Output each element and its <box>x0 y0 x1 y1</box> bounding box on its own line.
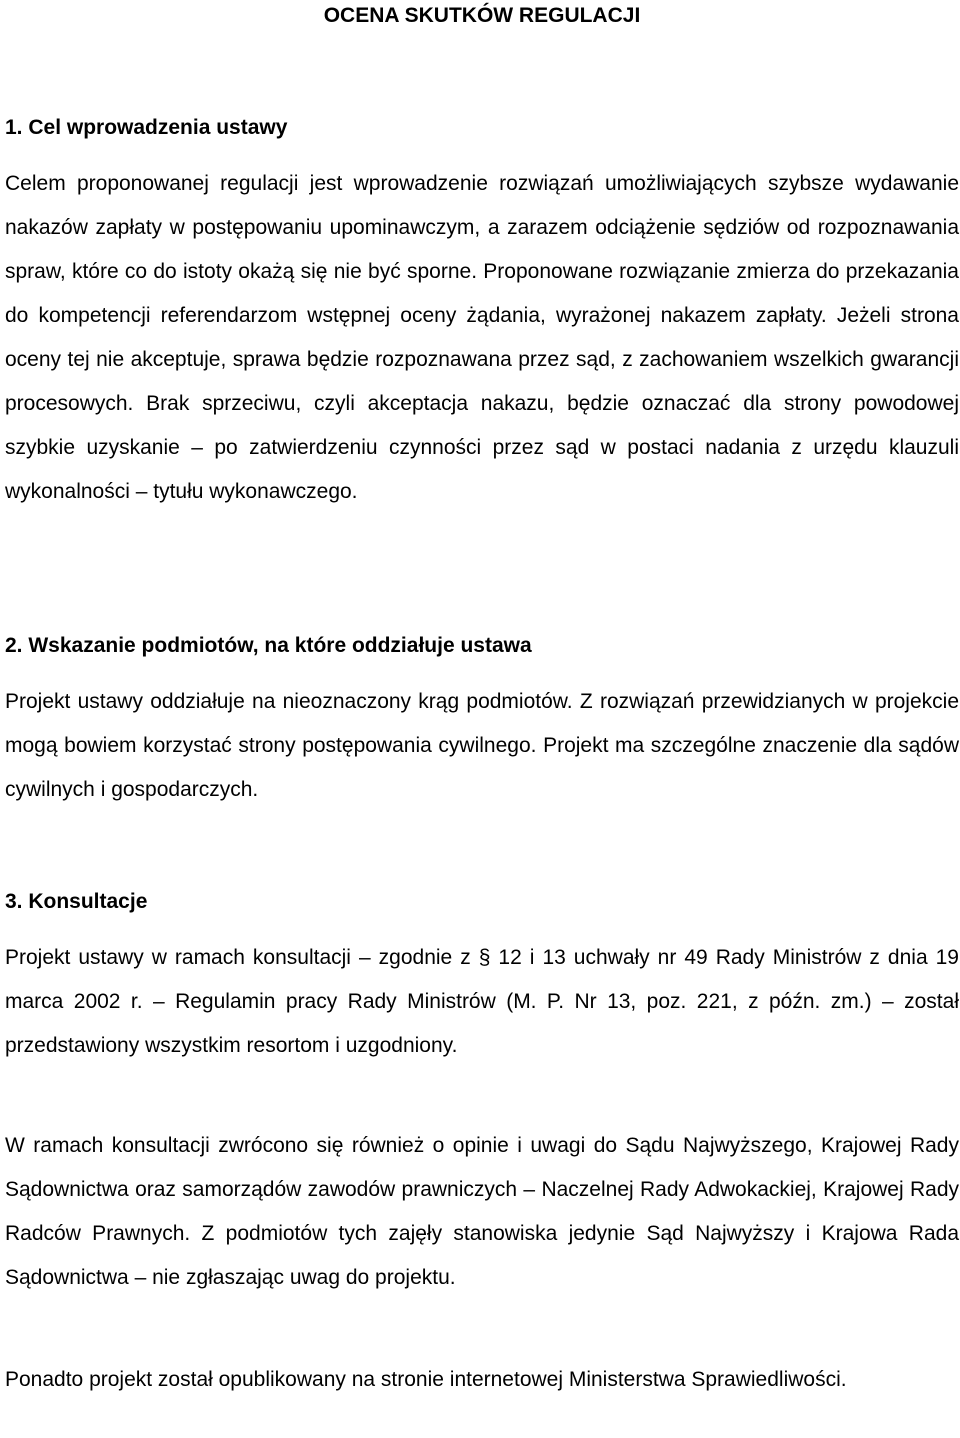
section-heading-consultations: 3. Konsultacje <box>5 890 148 913</box>
section-paragraph-affected-entities: Projekt ustawy oddziałuje na nieoznaczony krąg podmiotów. Z rozwiązań przewidzianych w projekcie mogą bowiem korzystać strony postępowania cywilnego. Projekt ma szczególne znaczenie dla sądów cywilnych i gospodarczych. <box>5 690 959 801</box>
section-heading-purpose: 1. Cel wprowadzenia ustawy <box>5 116 288 139</box>
document-title: OCENA SKUTKÓW REGULACJI <box>323 4 641 27</box>
section-heading-affected-entities: 2. Wskazanie podmiotów, na które oddziałuje ustawa <box>5 634 532 657</box>
section-paragraph-purpose: Celem proponowanej regulacji jest wprowadzenie rozwiązań umożliwiających szybsze wydawanie nakazów zapłaty w postępowaniu upominawczym, a zarazem odciążenie sędziów od rozpoznawania spraw, które co do istoty okażą się nie być sporne. Proponowane rozwiązanie zmierza do przekazania do kompetencji referendarzom wstępnej oceny żądania, wyrażonej nakazem zapłaty. Jeżeli strona oceny tej nie akceptuje, sprawa będzie rozpoznawana przez sąd, z zachowaniem wszelkich gwarancji procesowych. Brak sprzeciwu, czyli akceptacja nakazu, będzie oznaczać dla strony powodowej szybkie uzyskanie – po zatwierdzeniu czynności przez sąd w postaci nadania z urzędu klauzuli wykonalności – tytułu wykonawczego. <box>5 172 959 503</box>
section-paragraph-consultations-2: W ramach konsultacji zwrócono się również o opinie i uwagi do Sądu Najwyższego, Krajowej Rady Sądownictwa oraz samorządów zawodów prawniczych – Naczelnej Rady Adwokackiej, Krajowej Rady Radców Prawnych. Z podmiotów tych zajęły stanowiska jedynie Sąd Najwyższy i Krajowa Rada Sądownictwa – nie zgłaszając uwag do projektu. <box>5 1134 959 1289</box>
section-paragraph-consultations-1: Projekt ustawy w ramach konsultacji – zgodnie z § 12 i 13 uchwały nr 49 Rady Ministrów z dnia 19 marca 2002 r. – Regulamin pracy Rady Ministrów (M. P. Nr 13, poz. 221, z późn. zm.) – został przedstawiony wszystkim resortom i uzgodniony. <box>5 946 959 1057</box>
section-paragraph-consultations-3: Ponadto projekt został opublikowany na stronie internetowej Ministerstwa Sprawiedliwości. <box>5 1368 847 1391</box>
